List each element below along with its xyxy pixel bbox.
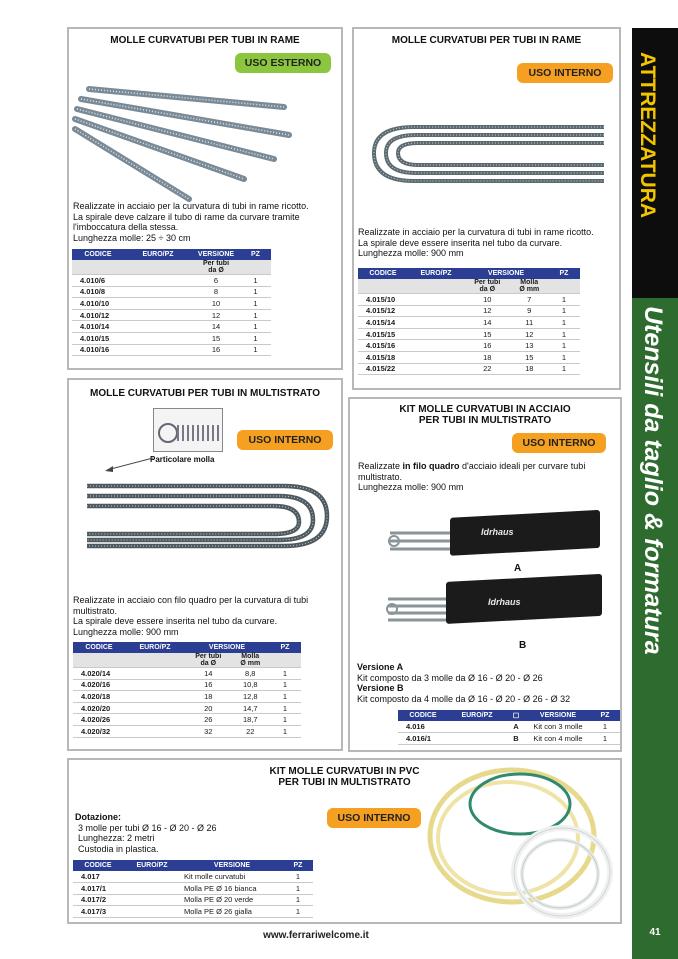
case-brand-b: Idrhaus — [488, 597, 521, 607]
dotazione: Dotazione: 3 molle per tubi Ø 16 - Ø 20 - Ø 26 Lunghezza: 2 metri Custodia in plastica. — [75, 812, 217, 854]
table-row: 4.016/1 B Kit con 4 molle 1 — [398, 733, 620, 745]
table-row: 4.020/18 18 12,8 1 — [73, 691, 301, 703]
table-row: 4.010/8 8 1 — [72, 286, 271, 298]
table-row: 4.017/3 Molla PE Ø 26 gialla 1 — [73, 906, 313, 918]
table-row: 4.010/12 12 1 — [72, 309, 271, 321]
table-row: 4.020/14 14 8,8 1 — [73, 668, 301, 680]
panel-title: MOLLE CURVATUBI PER TUBI IN RAME — [110, 35, 300, 46]
uso-interno-badge: USO INTERNO — [327, 808, 421, 828]
panel-title-line1: KIT MOLLE CURVATUBI IN ACCIAIO — [399, 404, 571, 415]
table-row: 4.016 A Kit con 3 molle 1 — [398, 721, 620, 733]
panel-molle-rame-interno — [352, 27, 621, 390]
uso-esterno-badge: USO ESTERNO — [235, 53, 331, 73]
pvc-coils-image — [424, 764, 624, 924]
panel-molle-rame-esterno — [67, 27, 343, 370]
table-row: 4.020/16 16 10,8 1 — [73, 679, 301, 691]
panel-title-line2: PER TUBI IN MULTISTRATO — [418, 415, 552, 426]
spring-detail-image — [153, 408, 223, 452]
label-a: A — [514, 563, 522, 574]
table-row: 4.017/1 Molla PE Ø 16 bianca 1 — [73, 883, 313, 895]
table-row: 4.010/6 6 1 — [72, 275, 271, 287]
springs-internal-image — [354, 91, 623, 221]
table-row: 4.017 Kit molle curvatubi 1 — [73, 871, 313, 883]
panel-molle-multistrato — [67, 378, 343, 751]
table-row: 4.020/32 32 22 1 — [73, 725, 301, 737]
uso-interno-badge: USO INTERNO — [237, 430, 333, 450]
spec-table: CODICE EURO/PZ VERSIONE PZ Per tubi da Ø 4.010/6 6 1 4.010/8 8 1 4.010/10 10 1 4.010/12 12 1 4.010/14 14 1 4.010/15 15 1 4.010/16 16 1 — [72, 249, 271, 356]
table-row: 4.015/22 22 18 1 — [358, 363, 580, 375]
panel-title-line1: KIT MOLLE CURVATUBI IN PVC — [269, 766, 420, 777]
table-row: 4.015/18 18 15 1 — [358, 351, 580, 363]
table-row: 4.020/26 26 18,7 1 — [73, 714, 301, 726]
panel-title-line2: PER TUBI IN MULTISTRATO — [278, 777, 411, 788]
footer-url[interactable]: www.ferrariwelcome.it — [263, 930, 369, 941]
springs-multistrato-image — [69, 474, 345, 584]
description: Realizzate in acciaio per la curvatura di tubi in rame ricotto. La spirale deve calzare il tubo di rame da curvare tramite l'imboccatura della stessa. Lunghezza molle: 25 ÷ 30 cm — [73, 201, 309, 243]
description: Realizzate in acciaio con filo quadro per la curvatura di tubi multistrato. La spirale deve essere inserita nel tubo da curvare. Lunghezza molle: 900 mm — [73, 595, 309, 637]
detail-label: Particolare molla — [150, 455, 215, 464]
table-row: 4.010/14 14 1 — [72, 321, 271, 333]
panel-kit-acciaio — [348, 397, 622, 752]
spec-table: CODICE EURO/PZ VERSIONE PZ Per tubi da Ø Molla Ø mm 4.015/10 10 7 1 4.015/12 12 9 1 4.015/14 14 11 1 4.015/15 15 12 1 4.015/16 16 13 1 4.015/18 18 15 1 4.015/22 22 18 1 — [358, 268, 580, 375]
panel-kit-pvc — [67, 758, 622, 924]
label-b: B — [519, 640, 527, 651]
description: Realizzate in filo quadro d'acciaio ideali per curvare tubi multistrato. Lunghezza molle: 900 mm — [358, 461, 586, 492]
table-row: 4.015/12 12 9 1 — [358, 305, 580, 317]
table-row: 4.010/15 15 1 — [72, 332, 271, 344]
table-row: 4.010/16 16 1 — [72, 344, 271, 356]
spec-table: CODICE EURO/PZ ☐ VERSIONE PZ 4.016 A Kit con 3 molle 1 4.016/1 B Kit con 4 molle 1 — [398, 710, 620, 745]
sidebar-section-label: Utensili da taglio & formatura — [639, 306, 667, 655]
versions-description: Versione A Kit composto da 3 molle da Ø 16 - Ø 20 - Ø 26 Versione B Kit composto da 4 molle da Ø 16 - Ø 20 - Ø 26 - Ø 32 — [357, 662, 571, 704]
case-brand-a: Idrhaus — [481, 527, 514, 537]
uso-interno-badge: USO INTERNO — [512, 433, 606, 453]
page-number: 41 — [649, 927, 661, 938]
table-row: 4.015/15 15 12 1 — [358, 328, 580, 340]
spec-table: CODICE EURO/PZ VERSIONE PZ Per tubi da Ø Molla Ø mm 4.020/14 14 8,8 1 4.020/16 16 10,8 1 4.020/18 18 12,8 1 4.020/20 20 14,7 1 4.020/26 26 18,7 1 4.020/32 32 22 1 — [73, 642, 301, 738]
sidebar-category-label: ATTREZZATURA — [636, 52, 659, 219]
springs-external-image — [69, 67, 345, 207]
table-row: 4.015/10 10 7 1 — [358, 294, 580, 306]
panel-title: MOLLE CURVATUBI PER TUBI IN MULTISTRATO — [90, 388, 320, 399]
kit-b-image — [350, 585, 624, 635]
table-row: 4.020/20 20 14,7 1 — [73, 702, 301, 714]
table-row: 4.015/14 14 11 1 — [358, 317, 580, 329]
description: Realizzate in acciaio per la curvatura di tubi in rame ricotto. La spirale deve essere inserita nel tubo da curvare. Lunghezza molle: 900 mm — [358, 227, 594, 258]
panel-title: MOLLE CURVATUBI PER TUBI IN RAME — [391, 35, 582, 46]
table-row: 4.010/10 10 1 — [72, 298, 271, 310]
table-row: 4.015/16 16 13 1 — [358, 340, 580, 352]
spec-table: CODICE EURO/PZ VERSIONE PZ 4.017 Kit molle curvatubi 1 4.017/1 Molla PE Ø 16 bianca 1 4.017/2 Molla PE Ø 20 verde 1 4.017/3 Molla PE Ø 26 gialla 1 — [73, 860, 313, 918]
table-row: 4.017/2 Molla PE Ø 20 verde 1 — [73, 894, 313, 906]
uso-interno-badge: USO INTERNO — [517, 63, 613, 83]
